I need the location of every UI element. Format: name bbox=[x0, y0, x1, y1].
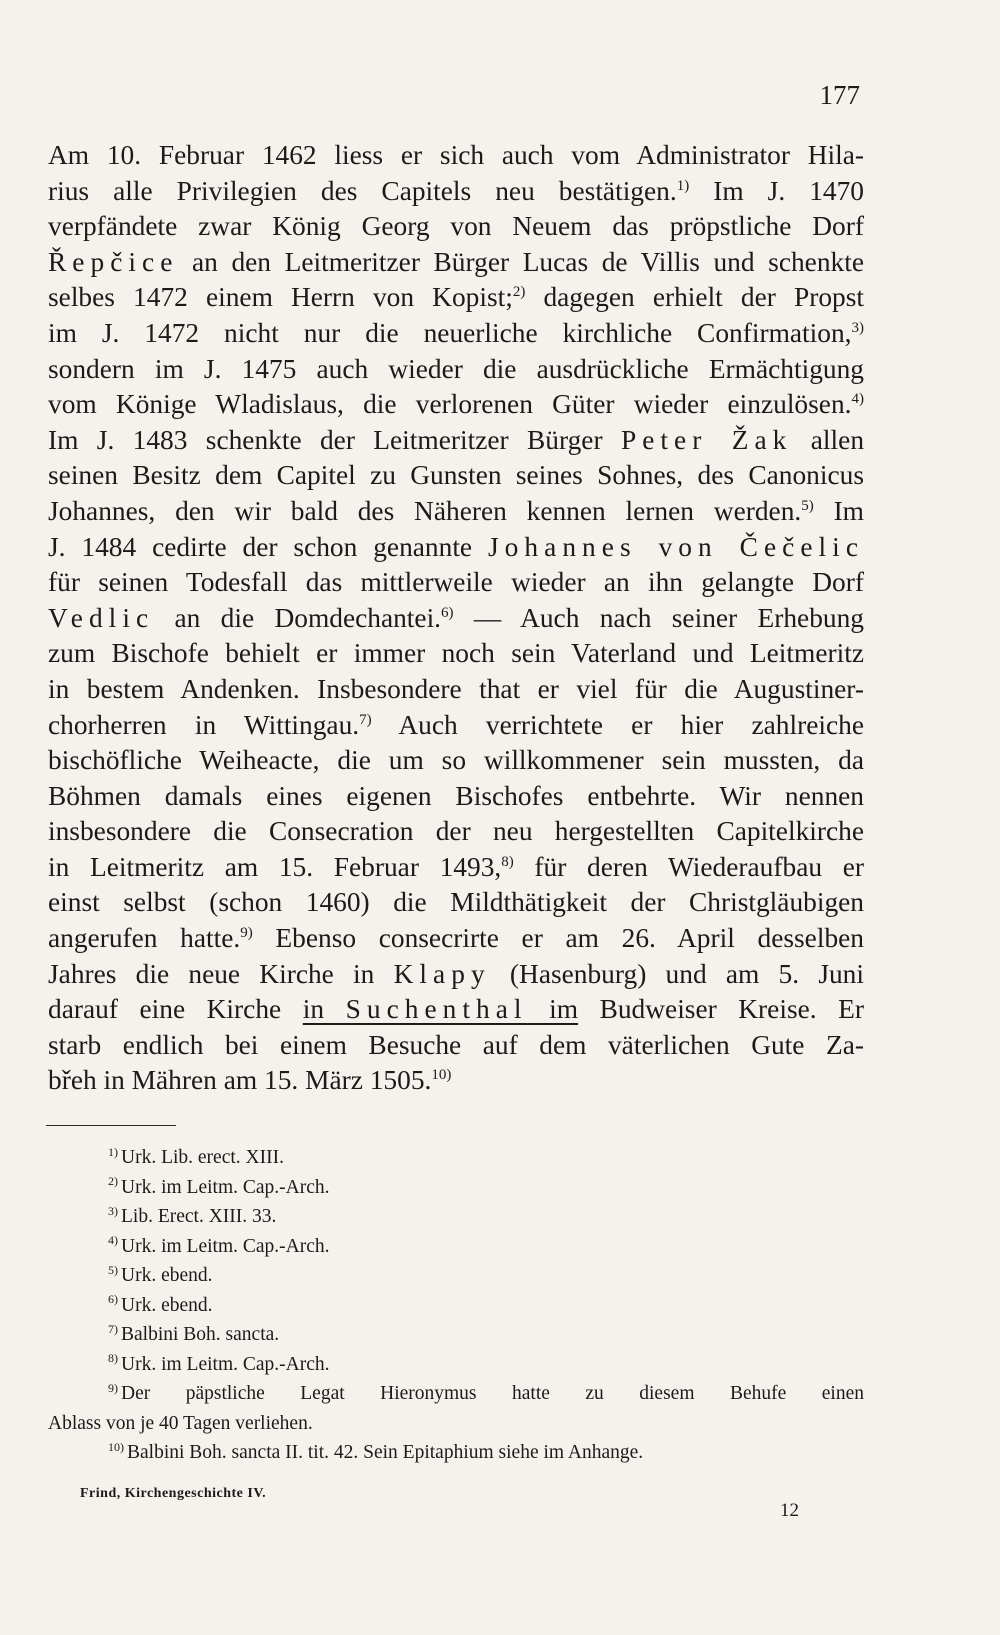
text-line bbox=[48, 708, 864, 744]
text-line bbox=[48, 245, 864, 281]
text-segment: břeh in Mähren am 15. März 1505. bbox=[48, 1065, 432, 1096]
footnote-number: 7) bbox=[108, 1321, 118, 1336]
footnote-text: Lib. Erect. XIII. 33. bbox=[121, 1206, 277, 1227]
text-segment: Böhmen damals eines eigenen Bischofes entbehrte. Wir nennen bbox=[48, 780, 864, 811]
footnote bbox=[48, 1173, 864, 1203]
footnote bbox=[48, 1379, 864, 1409]
footnote-text: Urk. ebend. bbox=[121, 1294, 213, 1316]
text-segment: seinen Besitz dem Capitel zu Gunsten seines Sohnes, des Canonicus bbox=[48, 460, 864, 491]
footnote-number: 6) bbox=[108, 1292, 118, 1306]
text-segment: dagegen erhielt der Propst bbox=[525, 282, 864, 313]
text-line bbox=[48, 992, 864, 1028]
text-line bbox=[48, 565, 864, 601]
text-line bbox=[48, 316, 864, 352]
text-line bbox=[48, 1028, 864, 1064]
text-segment: im bbox=[527, 994, 579, 1025]
text-segment: Ebenso consecrirte er am 26. April desselben bbox=[252, 923, 864, 954]
footnote-number: 3) bbox=[108, 1203, 118, 1218]
text-line bbox=[48, 672, 864, 708]
footnote-text: Urk. im Leitm. Cap.-Arch. bbox=[121, 1235, 330, 1257]
footnote-number: 9) bbox=[108, 1380, 118, 1395]
text-line bbox=[48, 494, 864, 530]
footnote-ref: 9) bbox=[240, 924, 253, 941]
text-line bbox=[48, 850, 864, 886]
footnote bbox=[48, 1202, 864, 1232]
text-line bbox=[48, 280, 864, 316]
footnotes bbox=[48, 1143, 864, 1468]
text-segment: Jahres die neue Kirche in bbox=[48, 958, 394, 989]
text-segment: angerufen hatte. bbox=[48, 923, 241, 954]
footnote-ref: 2) bbox=[512, 284, 526, 301]
footnote-number: 2) bbox=[108, 1174, 118, 1188]
text-line bbox=[48, 387, 864, 423]
text-line bbox=[48, 209, 864, 245]
text-line bbox=[48, 743, 864, 779]
text-line bbox=[48, 636, 864, 672]
text-line bbox=[48, 530, 864, 566]
text-segment: bischöfliche Weiheacte, die um so willkommener sein mussten, da bbox=[48, 745, 864, 776]
footnote-ref: 4) bbox=[851, 391, 864, 408]
text-segment: verpfändete zwar König Georg von Neuem das pröpstliche Dorf bbox=[48, 211, 864, 242]
footnote bbox=[48, 1232, 864, 1262]
footnote-text: Urk. im Leitm. Cap.-Arch. bbox=[121, 1353, 330, 1375]
text-segment: im J. 1472 nicht nur die neuerliche kirchliche Confirmation, bbox=[48, 317, 852, 348]
footnote-ref: 7) bbox=[359, 711, 372, 728]
footnote-ref: 8) bbox=[501, 853, 514, 870]
text-segment: darauf eine Kirche bbox=[48, 994, 303, 1025]
footnote-ref: 3) bbox=[851, 319, 864, 336]
underlined-text bbox=[303, 994, 578, 1024]
text-segment: in Leitmeritz am 15. Februar 1493, bbox=[48, 851, 502, 882]
text-line bbox=[48, 174, 864, 210]
spaced-name: Johannes von Čečelic bbox=[488, 531, 864, 562]
text-segment: J. 1484 cedirte der schon genannte bbox=[48, 531, 488, 562]
footnote bbox=[48, 1261, 864, 1291]
printer-signature: Frind, Kirchengeschichte IV. bbox=[80, 1486, 267, 1501]
text-line bbox=[48, 921, 864, 957]
spaced-name: Peter Žak bbox=[620, 424, 793, 455]
text-line bbox=[48, 1063, 864, 1099]
spaced-name: Klapy bbox=[393, 958, 491, 989]
text-segment: Im J. 1483 schenkte der Leitmeritzer Bürger bbox=[48, 424, 621, 455]
text-segment: in bbox=[302, 994, 346, 1025]
footnote-number: 1) bbox=[108, 1144, 118, 1159]
spaced-name: Vedlic bbox=[48, 602, 155, 633]
text-line bbox=[48, 779, 864, 815]
text-line bbox=[48, 423, 864, 459]
text-segment: rius alle Privilegien des Capitels neu bestätigen. bbox=[48, 175, 677, 206]
text-segment: Auch verrichtete er hier zahlreiche bbox=[371, 709, 864, 740]
footnote bbox=[48, 1320, 864, 1350]
text-segment: starb endlich bei einem Besuche auf dem väterlichen Gute Za- bbox=[48, 1029, 864, 1060]
text-line bbox=[48, 352, 864, 388]
text-segment: in bestem Andenken. Insbesondere that er viel für die Augustiner- bbox=[48, 673, 864, 704]
footnote-text: Balbini Boh. sancta II. tit. 42. Sein Epitaphium siehe im Anhange. bbox=[127, 1442, 644, 1463]
text-segment: chorherren in Wittingau. bbox=[48, 709, 360, 740]
text-segment: für seinen Todesfall das mittlerweile wieder an ihn gelangte Dorf bbox=[48, 567, 864, 598]
text-segment: zum Bischofe behielt er immer noch sein Vaterland und Leitmeritz bbox=[48, 638, 864, 669]
footnote-ref: 10) bbox=[431, 1067, 452, 1084]
text-line bbox=[48, 814, 864, 850]
footnote bbox=[48, 1143, 864, 1173]
text-segment: allen bbox=[792, 424, 865, 455]
text-segment: vom Könige Wladislaus, die verlorenen Güter wieder einzulösen. bbox=[48, 389, 852, 420]
text-line bbox=[48, 458, 864, 494]
text-segment: an den Leitmeritzer Bürger Lucas de Villis und schenkte bbox=[178, 246, 864, 277]
footnote-ref: 5) bbox=[801, 497, 814, 514]
text-segment: selbes 1472 einem Herrn von Kopist; bbox=[48, 282, 513, 313]
footnote-number: 5) bbox=[108, 1262, 118, 1277]
footnote-text: Urk. ebend. bbox=[121, 1265, 213, 1286]
footnote bbox=[48, 1409, 864, 1439]
page-number: 177 bbox=[819, 80, 860, 110]
footnote-ref: 6) bbox=[441, 604, 454, 621]
text-segment: Johannes, den wir bald des Näheren kennen lernen werden. bbox=[48, 495, 802, 526]
text-line bbox=[48, 138, 864, 174]
text-segment: einst selbst (schon 1460) die Mildthätigkeit der Christgläubigen bbox=[48, 887, 864, 918]
text-segment: sondern im J. 1475 auch wieder die ausdrückliche Ermächtigung bbox=[48, 353, 864, 384]
text-segment: — Auch nach seiner Erhebung bbox=[453, 602, 864, 633]
footnote-number: 10) bbox=[108, 1439, 124, 1454]
text-segment: insbesondere die Consecration der neu hergestellten Capitelkirche bbox=[48, 816, 864, 847]
footnote-ref: 1) bbox=[676, 177, 690, 194]
footnote-text: Der päpstliche Legat Hieronymus hatte zu diesem Behufe einen bbox=[121, 1383, 864, 1404]
spaced-name: Řepčice bbox=[48, 246, 179, 277]
footnote bbox=[48, 1291, 864, 1321]
footnote-text: Urk. im Leitm. Cap.-Arch. bbox=[121, 1176, 330, 1198]
main-text bbox=[48, 138, 864, 1099]
footnote bbox=[48, 1438, 864, 1468]
footnote-text: Urk. Lib. erect. XIII. bbox=[121, 1147, 284, 1168]
footnote-number: 8) bbox=[108, 1351, 118, 1365]
text-segment: für deren Wiederaufbau er bbox=[513, 851, 864, 882]
text-line bbox=[48, 957, 864, 993]
signature-number: 12 bbox=[780, 1500, 799, 1521]
text-segment: Im bbox=[813, 495, 864, 526]
text-line bbox=[48, 601, 864, 637]
footnote bbox=[48, 1350, 864, 1380]
spaced-name: Suchenthal bbox=[345, 994, 528, 1025]
text-segment: Am 10. Februar 1462 liess er sich auch vom Administrator Hila- bbox=[48, 140, 864, 170]
text-segment: Im J. 1470 bbox=[689, 175, 864, 206]
footnote-text: Ablass von je 40 Tagen verliehen. bbox=[48, 1412, 313, 1434]
footnote-separator bbox=[46, 1125, 176, 1126]
text-line bbox=[48, 885, 864, 921]
text-segment: Budweiser Kreise. Er bbox=[578, 994, 865, 1025]
text-segment: an die Domdechantei. bbox=[154, 602, 442, 633]
text-segment: (Hasenburg) und am 5. Juni bbox=[490, 958, 864, 989]
footnote-text: Balbini Boh. sancta. bbox=[121, 1324, 280, 1345]
footnote-number: 4) bbox=[108, 1233, 118, 1247]
